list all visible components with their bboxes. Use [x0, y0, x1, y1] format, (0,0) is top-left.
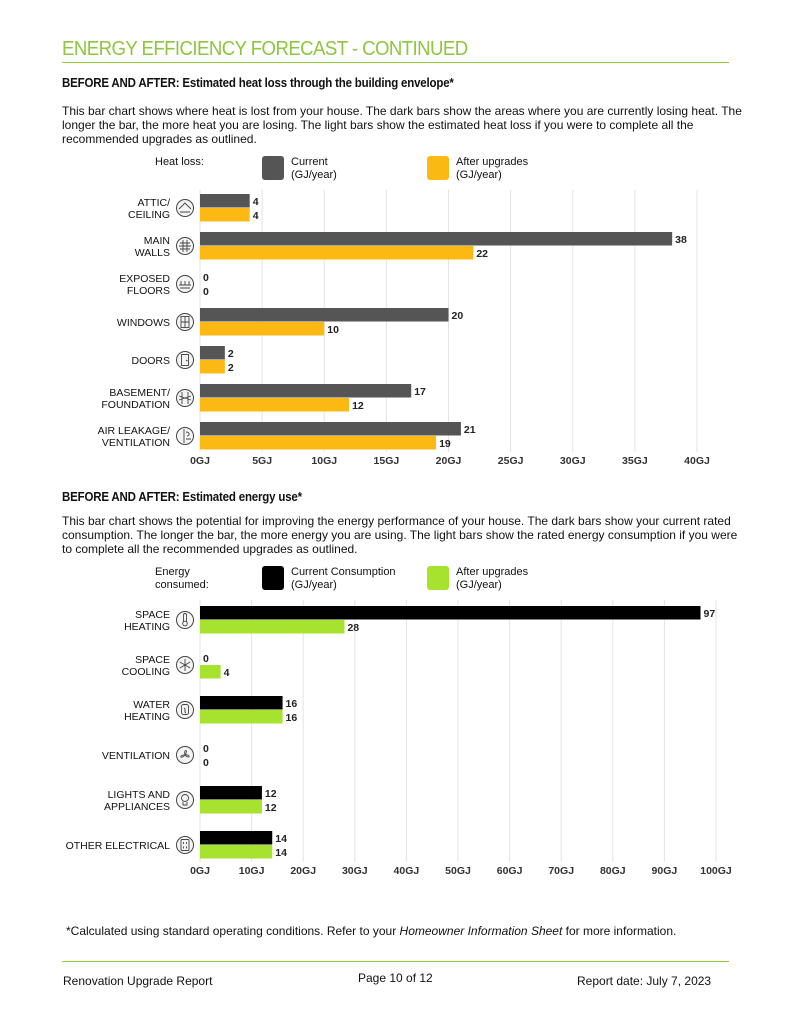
energy-value-label: 14 [275, 833, 287, 845]
energy-value-label: 97 [703, 608, 716, 620]
heat-tick-label: 5GJ [252, 455, 273, 467]
legend-after-text: After upgrades (GJ/year) [456, 156, 529, 181]
legend-energy-after-text: After upgrades (GJ/year) [456, 566, 529, 591]
heat-value-label: 0 [203, 286, 209, 298]
energy-use-heading: BEFORE AND AFTER: Estimated energy use* [62, 490, 302, 504]
page-title: ENERGY EFFICIENCY FORECAST - CONTINUED [62, 38, 468, 60]
energy-bar-current [200, 696, 283, 710]
energy-value-label: 16 [285, 698, 298, 710]
footnote: *Calculated using standard operating conditions. Refer to your Homeowner Information Sheet for more information. [66, 924, 677, 938]
heat-value-label: 2 [227, 362, 234, 374]
energy-bar-current [200, 606, 701, 620]
heat-tick-label: 15GJ [373, 455, 400, 467]
energy-value-label: 12 [264, 788, 277, 800]
energy-value-label: 16 [285, 712, 298, 724]
heat-category-label: WINDOWS [116, 317, 170, 329]
energy-tick-label: 100GJ [700, 865, 732, 877]
heat-category-label: AIR LEAKAGE/ VENTILATION [97, 425, 170, 449]
heat-value-label: 17 [414, 386, 426, 398]
water-heater-icon [177, 702, 194, 719]
legend-current-text: Current (GJ/year) [291, 156, 337, 181]
homeowner-sheet-reference: Homeowner Information Sheet [399, 924, 563, 938]
heat-value-label: 19 [439, 438, 451, 450]
energy-tick-label: 80GJ [599, 865, 626, 877]
energy-tick-label: 90GJ [651, 865, 678, 877]
energy-bar-current [200, 786, 262, 800]
energy-value-label: 0 [203, 653, 209, 665]
snowflake-icon [177, 657, 194, 674]
energy-value-label: 0 [203, 743, 209, 755]
heat-tick-label: 40GJ [684, 455, 710, 467]
energy-value-label: 12 [264, 802, 277, 814]
energy-tick-label: 40GJ [393, 865, 420, 877]
heat-value-label: 21 [463, 424, 476, 436]
footer-report-date: Report date: July 7, 2023 [577, 974, 712, 988]
thermometer-icon [177, 612, 194, 629]
outlet-icon [177, 837, 194, 854]
energy-bar-after [200, 710, 283, 724]
heat-tick-label: 35GJ [622, 455, 648, 467]
heat-loss-description: This bar chart shows where heat is lost from your house. The dark bars show the areas where you are currently losing heat. The longer the bar, the more heat you are losing. The light bars show the estimated heat loss if you were to complete all the recommended upgrades as outlined. [62, 104, 742, 146]
heat-category-label: MAIN WALLS [134, 235, 170, 259]
energy-tick-label: 0GJ [190, 865, 210, 877]
energy-bar-current [200, 831, 272, 845]
heat-value-label: 2 [227, 348, 234, 360]
heat-category-label: ATTIC/ CEILING [127, 197, 170, 221]
footer-report-name: Renovation Upgrade Report [63, 974, 213, 988]
energy-value-label: 28 [347, 622, 360, 634]
energy-bar-after [200, 620, 344, 634]
energy-tick-label: 20GJ [290, 865, 317, 877]
energy-category-label: SPACE HEATING [124, 609, 170, 633]
energy-category-label: LIGHTS AND APPLIANCES [104, 789, 170, 813]
heat-tick-label: 20GJ [435, 455, 462, 467]
energy-value-label: 4 [223, 667, 230, 679]
heat-value-label: 38 [675, 234, 687, 246]
energy-bar-after [200, 800, 262, 814]
legend-current-consumption-text: Current Consumption (GJ/year) [291, 566, 396, 591]
heat-value-label: 0 [203, 272, 209, 284]
heat-value-label: 4 [252, 210, 259, 222]
footer-divider [62, 961, 729, 962]
heat-category-label: BASEMENT/ FOUNDATION [101, 387, 170, 411]
footer-page-number: Page 10 of 12 [358, 971, 433, 985]
energy-legend-label: Energy consumed: [155, 566, 209, 591]
energy-tick-label: 70GJ [548, 865, 575, 877]
energy-category-label: SPACE COOLING [121, 654, 170, 678]
heat-tick-label: 10GJ [311, 455, 338, 467]
heat-legend-label: Heat loss: [155, 156, 204, 168]
heat-value-label: 10 [327, 324, 339, 336]
energy-category-label: OTHER ELECTRICAL [65, 840, 170, 852]
heat-tick-label: 0GJ [190, 455, 210, 467]
energy-bar-after [200, 665, 221, 679]
energy-use-description: This bar chart shows the potential for improving the energy performance of your house. The dark bars show your current rated consumption. The longer the bar, the more energy you are using. The light bars show the rated energy consumption if you were to complete all the recommended upgrades as outlined. [62, 514, 738, 556]
energy-value-label: 0 [203, 757, 209, 769]
energy-category-label: VENTILATION [101, 750, 170, 762]
energy-tick-label: 60GJ [496, 865, 523, 877]
heat-category-label: EXPOSED FLOORS [119, 273, 170, 297]
heat-tick-label: 30GJ [559, 455, 586, 467]
energy-tick-label: 10GJ [238, 865, 265, 877]
energy-bar-after [200, 845, 272, 859]
heat-tick-label: 25GJ [497, 455, 524, 467]
heat-value-label: 4 [252, 196, 259, 208]
heat-value-label: 20 [451, 310, 464, 322]
heat-value-label: 22 [476, 248, 489, 260]
energy-category-label: WATER HEATING [124, 699, 170, 723]
energy-value-label: 14 [275, 847, 287, 859]
lightbulb-icon [177, 792, 194, 809]
heat-loss-heading: BEFORE AND AFTER: Estimated heat loss through the building envelope* [62, 76, 454, 90]
heat-category-label: DOORS [131, 355, 170, 367]
energy-tick-label: 50GJ [445, 865, 471, 877]
fan-icon [177, 747, 194, 764]
energy-tick-label: 30GJ [341, 865, 368, 877]
heat-value-label: 12 [352, 400, 364, 412]
